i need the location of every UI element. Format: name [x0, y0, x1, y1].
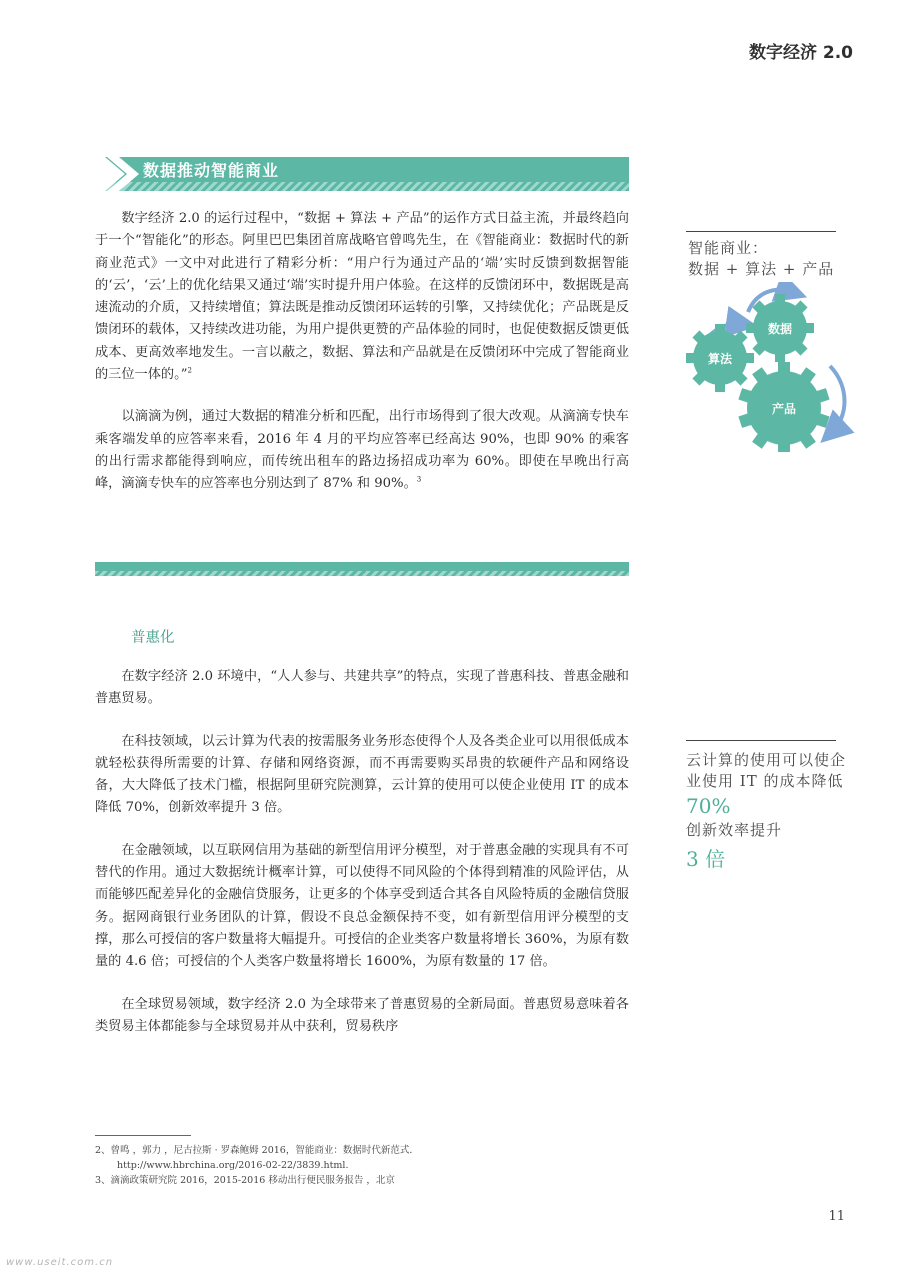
sidebar-highlight-value: 70%: [686, 794, 731, 818]
paragraph-inclusive-intro: 在数字经济 2.0 环境中，“人人参与、共建共享”的特点，实现了普惠科技、普惠金融和普惠贸易。: [95, 669, 629, 707]
paragraph-finance: 在金融领域，以互联网信用为基础的新型信用评分模型，对于普惠金融的实现具有不可替代的作用。通过大数据统计概率计算，可以使得不同风险的个体得到精准的风险评估，从而能够匹配差异化的金融信贷服务，让更多的个体享受到适合其各自风险特质的金融信贷服务。据网商银行业务团队的计算，假设不良总金额保持不变，如有新型信用评分模型的支撑，那么可授信的客户数量将大幅提升。可授信的企业类客户数量将增长 360%，为原有数量的 4.6 倍；可授信的个人类客户数量将增长 1600%，为原有数量的 17 倍。: [95, 842, 629, 970]
running-header-title: 数字经济 2.0: [748, 43, 853, 63]
cycle-arrow-icon: [830, 366, 845, 432]
banner-chevron-icon: [95, 157, 143, 191]
subsection-body: [95, 666, 629, 1038]
gear-diagram: [680, 282, 860, 452]
sidebar-highlight-text: 创新效率提升: [686, 821, 783, 839]
paragraph-smart-business: 数字经济 2.0 的运行过程中，“数据 + 算法 + 产品”的运作方式日益主流，并最终趋向于一个“智能化”的形态。阿里巴巴集团首席战略官曾鸣先生，在《智能商业：数据时代的新商业范式》一文中对此进行了精彩分析：“用户行为通过产品的‘端’实时反馈到数据智能的‘云’，‘云’上的优化结果又通过‘端’实时提升用户体验。在这样的反馈闭环中，数据既是高速流动的介质，又持续增值；算法既是推动反馈闭环运转的引擎，又持续优化；产品既是反馈闭环的载体，又持续改进功能，为用户提供更赞的产品体验的同时，也促使数据反馈更低成本、更高效率地发生。一言以蔽之，数据、算法和产品就是在反馈闭环中完成了智能商业的三位一体的。”$^2$: [95, 211, 629, 383]
footnote-ref[interactable]: 3: [416, 475, 422, 484]
footnote-3: 3、滴滴政策研究院 2016，2015-2016 移动出行便民服务报告 ，北京: [95, 1175, 395, 1186]
paragraph-didi: 以滴滴为例，通过大数据的精准分析和匹配，出行市场得到了很大改观。从滴滴专快车乘客端发单的应答率来看，2016 年 4 月的平均应答率已经高达 90%，也即 90% 的乘客的出行需求都能得到响应，而传统出租车的路边扬招成功率为 60%。即使在早晚出行高峰，滴滴专快车的应答率也分别达到了 87% 和 90%。$^3$: [95, 409, 629, 492]
gear-product-label: 产品: [771, 402, 797, 416]
sidebar-caption-line1: 智能商业：: [688, 239, 769, 257]
sidebar-highlight-text: 云计算的使用可以使企业使用 IT 的成本降低: [686, 751, 847, 790]
paragraph-tech: 在科技领域，以云计算为代表的按需服务业务形态使得个人及各类企业可以用很低成本就轻松获得所需要的计算、存储和网络资源，而不再需要购买昂贵的软硬件产品和网络设备，大大降低了技术门槛，根据阿里研究院测算，云计算的使用可以使企业使用 IT 的成本降低 70%，创新效率提升 3 倍。: [95, 733, 629, 816]
subsection-title: 普惠化: [131, 630, 175, 646]
sidebar-rule: [686, 231, 836, 232]
footnote-divider: [95, 1135, 191, 1136]
footnote-ref[interactable]: 2: [187, 366, 192, 375]
sidebar-highlight: [686, 750, 846, 872]
sidebar-rule: [686, 740, 836, 741]
section-banner-stripe: [95, 182, 629, 191]
section-end-bar: [95, 562, 629, 576]
sidebar-highlight-value: 3 倍: [686, 847, 726, 871]
sidebar-caption: [688, 238, 858, 280]
footnotes: [95, 1143, 615, 1188]
gear-algorithm-label: 算法: [707, 352, 733, 366]
sidebar-caption-line2: 数据 + 算法 + 产品: [688, 260, 835, 278]
page-number: 11: [828, 1209, 845, 1224]
watermark: www.useit.com.cn: [6, 1257, 114, 1268]
paragraph-trade: 在全球贸易领域，数字经济 2.0 为全球带来了普惠贸易的全新局面。普惠贸易意味着各类贸易主体都能参与全球贸易并从中获利，贸易秩序: [95, 996, 629, 1034]
section-title: 数据推动智能商业: [143, 161, 280, 180]
footnote-2: 2、曾鸣 ，郭力 ，尼古拉斯 · 罗森鲍姆 2016，智能商业：数据时代新范式．: [95, 1145, 419, 1156]
section-body: [95, 208, 629, 496]
footnote-2-url[interactable]: http://www.hbrchina.org/2016-02-22/3839.html.: [117, 1160, 349, 1171]
gear-data-label: 数据: [767, 322, 793, 336]
